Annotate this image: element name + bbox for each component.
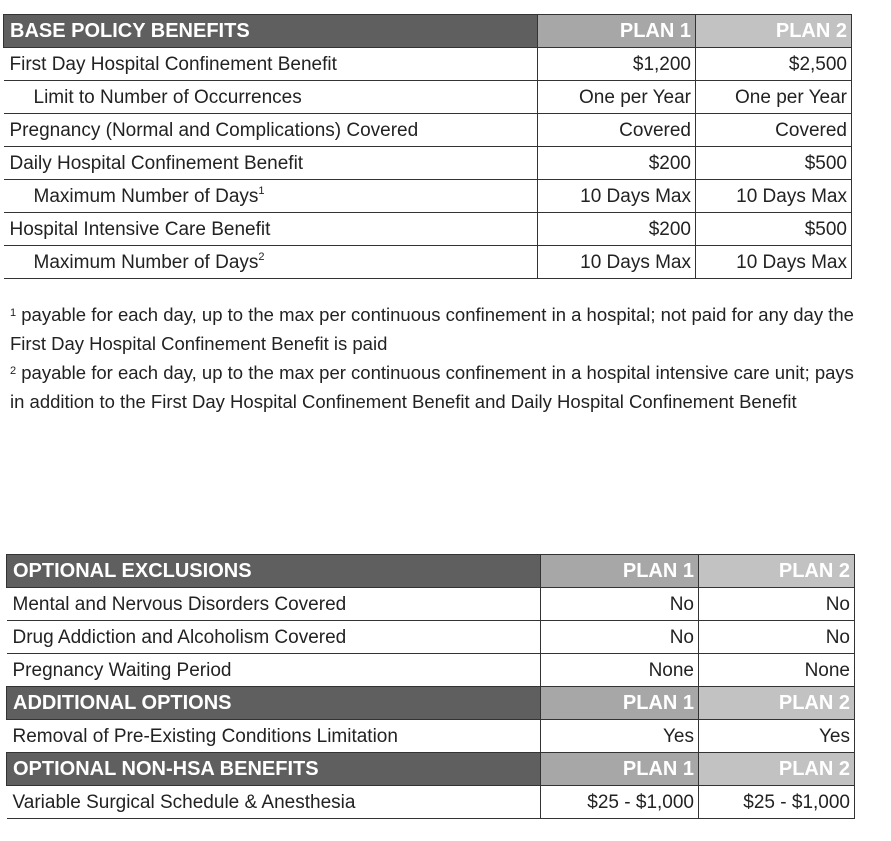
plan-2-value: Covered (696, 114, 852, 147)
plan-1-header: PLAN 1 (541, 555, 699, 588)
option-label: Mental and Nervous Disorders Covered (7, 588, 541, 621)
plan-2-value: Yes (699, 720, 855, 753)
table-row (4, 147, 852, 180)
benefit-label: Maximum Number of Days (33, 251, 259, 273)
table-header-row (7, 753, 855, 786)
footnote-ref: 2 (258, 250, 265, 263)
option-label: Drug Addiction and Alcoholism Covered (7, 621, 541, 654)
plan-1-value: $200 (538, 147, 696, 180)
plan-2-value: None (699, 654, 855, 687)
plan-2-value: No (699, 621, 855, 654)
benefit-label-cell (4, 180, 538, 213)
footnote (10, 358, 870, 416)
plan-1-value: Covered (538, 114, 696, 147)
benefit-label: Maximum Number of Days (33, 185, 259, 207)
benefit-label: Daily Hospital Confinement Benefit (4, 147, 538, 180)
plan-1-value: $200 (538, 213, 696, 246)
plan-2-header: PLAN 2 (699, 753, 855, 786)
plan-2-value: $25 - $1,000 (699, 786, 855, 819)
plan-1-value: 10 Days Max (538, 246, 696, 279)
plan-2-header: PLAN 2 (696, 15, 852, 48)
plan-1-header: PLAN 1 (538, 15, 696, 48)
table-row (4, 213, 852, 246)
benefit-label: Limit to Number of Occurrences (4, 81, 538, 114)
optional-benefits-table (6, 554, 855, 819)
plan-2-value: One per Year (696, 81, 852, 114)
option-label: Removal of Pre-Existing Conditions Limitation (7, 720, 541, 753)
table-row (4, 48, 852, 81)
benefit-label-cell (4, 246, 538, 279)
plan-2-value: $500 (696, 147, 852, 180)
plan-1-value: 10 Days Max (538, 180, 696, 213)
option-label: Pregnancy Waiting Period (7, 654, 541, 687)
footnote-text: payable for each day, up to the max per continuous confinement in a hospital intensive care unit; pays in addition to the First Day Hospital Confinement Benefit and Daily Hospital Confinement Benefit (10, 362, 854, 412)
plan-1-header: PLAN 1 (541, 687, 699, 720)
benefit-label: Hospital Intensive Care Benefit (4, 213, 538, 246)
plan-2-value: 10 Days Max (696, 180, 852, 213)
plan-1-value: None (541, 654, 699, 687)
table-row (4, 246, 852, 279)
table-row (7, 621, 855, 654)
footnote (10, 300, 870, 358)
table-header-row (7, 687, 855, 720)
benefit-label: First Day Hospital Confinement Benefit (4, 48, 538, 81)
plan-1-value: One per Year (538, 81, 696, 114)
footnote-ref: 1 (258, 184, 265, 197)
table-row (7, 720, 855, 753)
footnote-marker: 2 (10, 365, 17, 377)
section-title: ADDITIONAL OPTIONS (7, 687, 541, 720)
plan-2-value: 10 Days Max (696, 246, 852, 279)
footnote-marker: 1 (10, 307, 17, 319)
option-label: Variable Surgical Schedule & Anesthesia (7, 786, 541, 819)
plan-2-header: PLAN 2 (699, 687, 855, 720)
table-row (4, 81, 852, 114)
section-title: OPTIONAL EXCLUSIONS (7, 555, 541, 588)
table-row (7, 588, 855, 621)
plan-2-value: $500 (696, 213, 852, 246)
plan-1-value: $1,200 (538, 48, 696, 81)
table-row (7, 786, 855, 819)
plan-1-value: Yes (541, 720, 699, 753)
table-row (7, 654, 855, 687)
table-row (4, 114, 852, 147)
table-header-row (7, 555, 855, 588)
plan-1-header: PLAN 1 (541, 753, 699, 786)
plan-2-header: PLAN 2 (699, 555, 855, 588)
footnotes (10, 300, 870, 416)
benefit-label: Pregnancy (Normal and Complications) Covered (4, 114, 538, 147)
base-policy-benefits-table (3, 14, 852, 279)
plan-1-value: No (541, 621, 699, 654)
section-title: OPTIONAL NON-HSA BENEFITS (7, 753, 541, 786)
section-title: BASE POLICY BENEFITS (4, 15, 538, 48)
table-header-row (4, 15, 852, 48)
plan-1-value: No (541, 588, 699, 621)
table-row (4, 180, 852, 213)
plan-1-value: $25 - $1,000 (541, 786, 699, 819)
plan-2-value: $2,500 (696, 48, 852, 81)
plan-2-value: No (699, 588, 855, 621)
footnote-text: payable for each day, up to the max per continuous confinement in a hospital; not paid for any day the First Day Hospital Confinement Benefit is paid (10, 304, 854, 354)
